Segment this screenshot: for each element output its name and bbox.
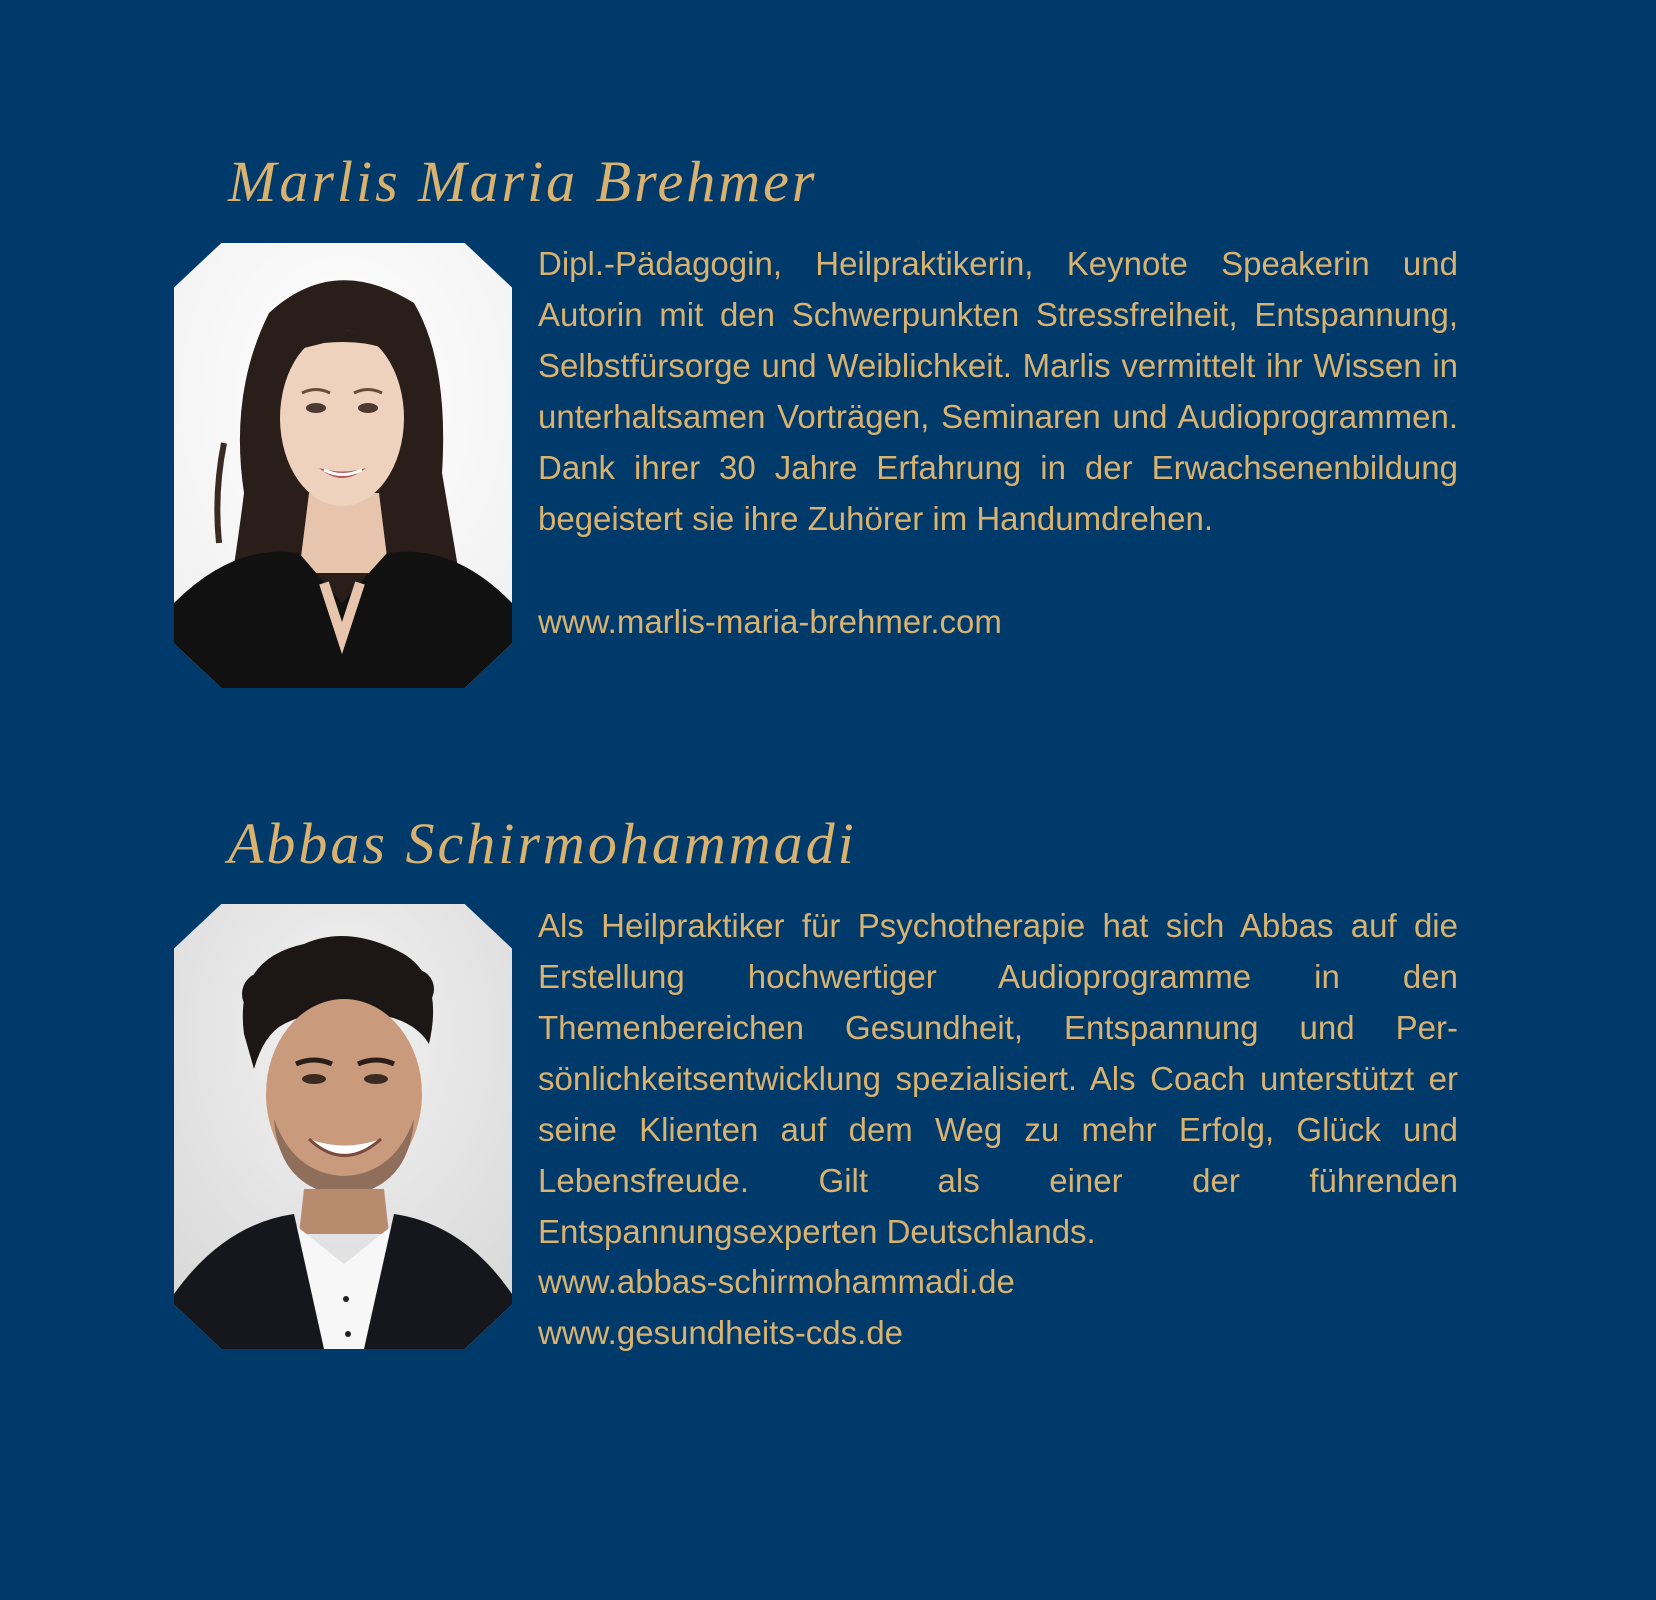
website-link-abbas[interactable]: www.abbas-schirmohammadi.de (538, 1263, 1015, 1300)
website-link-marlis[interactable]: www.marlis-maria-brehmer.com (538, 603, 1002, 640)
portrait-photo-abbas (174, 904, 512, 1349)
profile-name-abbas: Abbas Schirmohammadi (228, 811, 857, 876)
profile-bio-abbas: Als Heilpraktiker für Psychotherapie hat sich Abbas auf die Erstellung hochwertiger Audioprogramme in den Themenbereichen Gesundheit, Entspannung und Persönlichkeitsentwicklung spezialisiert. Als Coach unterstützt er seine Klienten auf dem Weg zu mehr Erfolg, Glück und Lebensfreude. Gilt als einer der führenden Entspannungsexperten Deutschlands. (538, 907, 1458, 1250)
profile-name-marlis: Marlis Maria Brehmer (228, 149, 818, 214)
profile-bio-marlis: Dipl.-Pädagogin, Heilpraktikerin, Keynote Speakerin und Autorin mit den Schwerpunkten Stressfreiheit, Entspannung, Selbstfürsorge und Weiblichkeit. Marlis vermittelt ihr Wissen in unterhaltsamen Vorträgen, Seminaren und Audioprogrammen. Dank ihrer 30 Jahre Erfahrung in der Erwachsenenbildung begeistert sie ihre Zuhörer im Handumdrehen. (538, 245, 1458, 537)
website-link-gesundheits-cds[interactable]: www.gesundheits-cds.de (538, 1314, 904, 1351)
portrait-photo-marlis (174, 243, 512, 688)
